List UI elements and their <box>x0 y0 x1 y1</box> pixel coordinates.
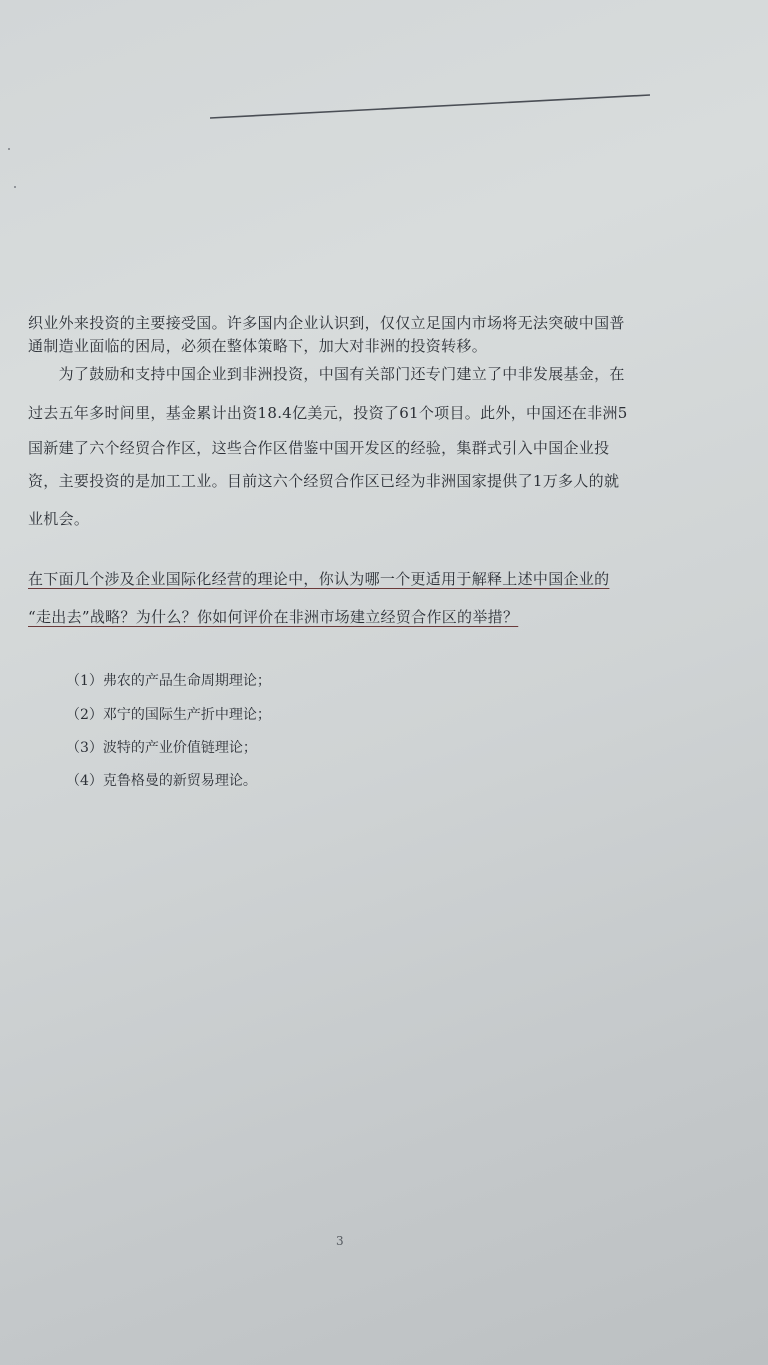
body-line: 资，主要投资的是加工工业。目前这六个经贸合作区已经为非洲国家提供了1万多人的就 <box>28 472 620 490</box>
body-line: 国新建了六个经贸合作区，这些合作区借鉴中国开发区的经验，集群式引入中国企业投 <box>28 439 610 457</box>
body-line: 织业外来投资的主要接受国。许多国内企业认识到，仅仅立足国内市场将无法突破中国普 <box>28 314 625 332</box>
option-item: （4）克鲁格曼的新贸易理论。 <box>66 773 257 789</box>
body-line: 过去五年多时间里，基金累计出资18.4亿美元，投资了61个项目。此外，中国还在非洲5 <box>28 404 628 422</box>
body-line: 为了鼓励和支持中国企业到非洲投资，中国有关部门还专门建立了中非发展基金，在 <box>28 365 625 383</box>
header-rule <box>210 92 650 120</box>
question-line: 在下面几个涉及企业国际化经营的理论中，你认为哪一个更适用于解释上述中国企业的 <box>28 570 610 588</box>
paper-speck <box>14 186 16 188</box>
option-item: （3）波特的产业价值链理论； <box>66 740 257 756</box>
page-number: 3 <box>336 1234 344 1248</box>
option-item: （1）弗农的产品生命周期理论； <box>66 673 271 689</box>
paper-speck <box>8 148 10 150</box>
option-item: （2）邓宁的国际生产折中理论； <box>66 707 271 723</box>
question-line: “走出去”战略？为什么？你如何评价在非洲市场建立经贸合作区的举措？ <box>28 608 519 626</box>
body-line: 通制造业面临的困局，必须在整体策略下，加大对非洲的投资转移。 <box>28 337 488 355</box>
body-line: 业机会。 <box>28 510 90 528</box>
